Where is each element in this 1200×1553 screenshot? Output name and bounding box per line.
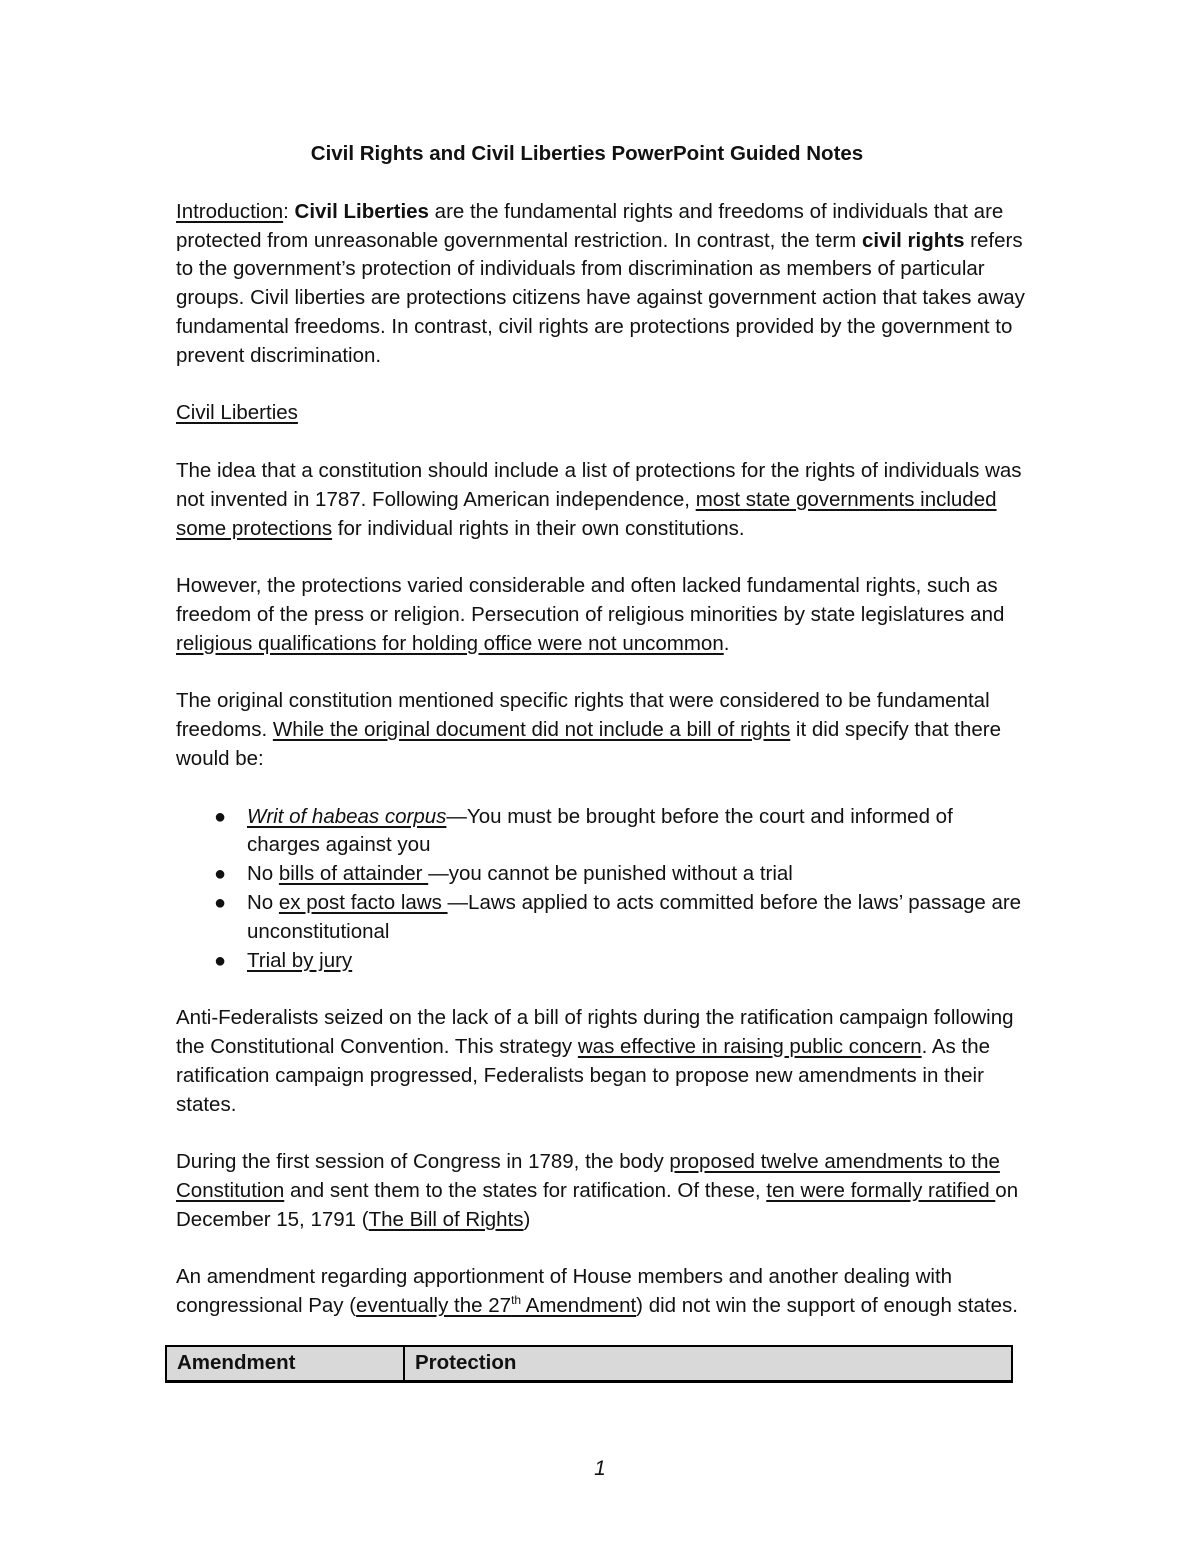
rights-list	[176, 803, 1026, 976]
document-title: Civil Rights and Civil Liberties PowerPoint Guided Notes	[310, 142, 864, 165]
underlined-phrase: eventually the 27th Amendment	[356, 1293, 637, 1318]
bullet-icon: ●	[214, 863, 227, 886]
amendment-table	[165, 1345, 1013, 1383]
paragraph-protections-varied: However, the protections varied considerable and often lacked fundamental rights, such as freedom of the press or religion. Persecution of religious minorities by state legislatures and religious qualifications for holding office were not uncommon.	[176, 574, 1005, 655]
list-item	[176, 947, 1026, 976]
list-item: ● Writ of habeas corpus—You must be brought before the court and informed of charges against you	[214, 804, 953, 857]
column-header-amendment: Amendment	[166, 1346, 404, 1381]
list-item-term: bills of attainder	[278, 862, 429, 886]
underlined-phrase: While the original document did not include a bill of rights	[272, 718, 791, 742]
list-item-term: ex post facto laws	[278, 890, 448, 914]
list-item: ● No ex post facto laws —Laws applied to acts committed before the laws’ passage are unconstitutional	[214, 890, 1022, 943]
underlined-phrase: The Bill of Rights	[368, 1207, 524, 1231]
intro-paragraph: Introduction: Civil Liberties are the fundamental rights and freedoms of individuals that are protected from unreasonable governmental restriction. In contrast, the term civil rights refers to the government’s protection of individuals from discrimination as members of particular groups. Civil liberties are protections citizens have against government action that takes away fundamental freedoms. In contrast, civil rights are protections provided by the government to prevent discrimination.	[176, 199, 1025, 367]
underlined-phrase: was effective in raising public concern	[577, 1034, 922, 1058]
paragraph-original-constitution: The original constitution mentioned specific rights that were considered to be fundamental freedoms. While the original document did not include a bill of rights it did specify that there would be:	[176, 689, 1002, 770]
paragraph-anti-federalists: Anti-Federalists seized on the lack of a bill of rights during the ratification campaign following the Constitutional Convention. This strategy was effective in raising public concern. As the ratification campaign progressed, Federalists began to propose new amendments in their states.	[176, 1006, 1014, 1116]
list-item: ● No bills of attainder —you cannot be punished without a trial	[176, 860, 1026, 889]
paragraph-27th-amendment: An amendment regarding apportionment of House members and another dealing with congressional Pay (eventually the 27th Amendment) did not win the support of enough states.	[176, 1265, 1018, 1318]
intro-label: Introduction	[176, 199, 284, 223]
underlined-phrase: ten were formally ratified	[766, 1178, 996, 1202]
page-number: 1	[594, 1457, 606, 1480]
list-item-term: Writ of habeas corpus	[247, 804, 447, 828]
underlined-phrase: proposed twelve amendments to the Constitution	[176, 1150, 1000, 1202]
term-civil-liberties: Civil Liberties	[294, 199, 429, 223]
underlined-phrase: most state governments included some protections	[176, 487, 997, 540]
table-header-row	[166, 1346, 1012, 1381]
document-body	[176, 140, 1026, 1383]
bullet-icon: ●	[214, 891, 227, 914]
term-civil-rights: civil rights	[861, 228, 965, 252]
bullet-icon: ●	[214, 805, 227, 828]
paragraph-first-congress: During the first session of Congress in 1789, the body proposed twelve amendments to the Constitution and sent them to the states for ratification. Of these, ten were formally ratified on December 15, 1791 (The Bill of Rights)	[176, 1150, 1019, 1231]
paragraph-state-constitutions: The idea that a constitution should include a list of protections for the rights of individuals was not invented in 1787. Following American independence, most state governments included some protections for individual rights in their own constitutions.	[176, 458, 1022, 540]
section-heading: Civil Liberties	[176, 401, 298, 425]
underlined-phrase: religious qualifications for holding office were not uncommon	[176, 631, 724, 655]
bullet-icon: ●	[214, 949, 227, 972]
column-header-protection: Protection	[404, 1346, 1012, 1381]
list-item-term: Trial by jury	[247, 948, 353, 972]
